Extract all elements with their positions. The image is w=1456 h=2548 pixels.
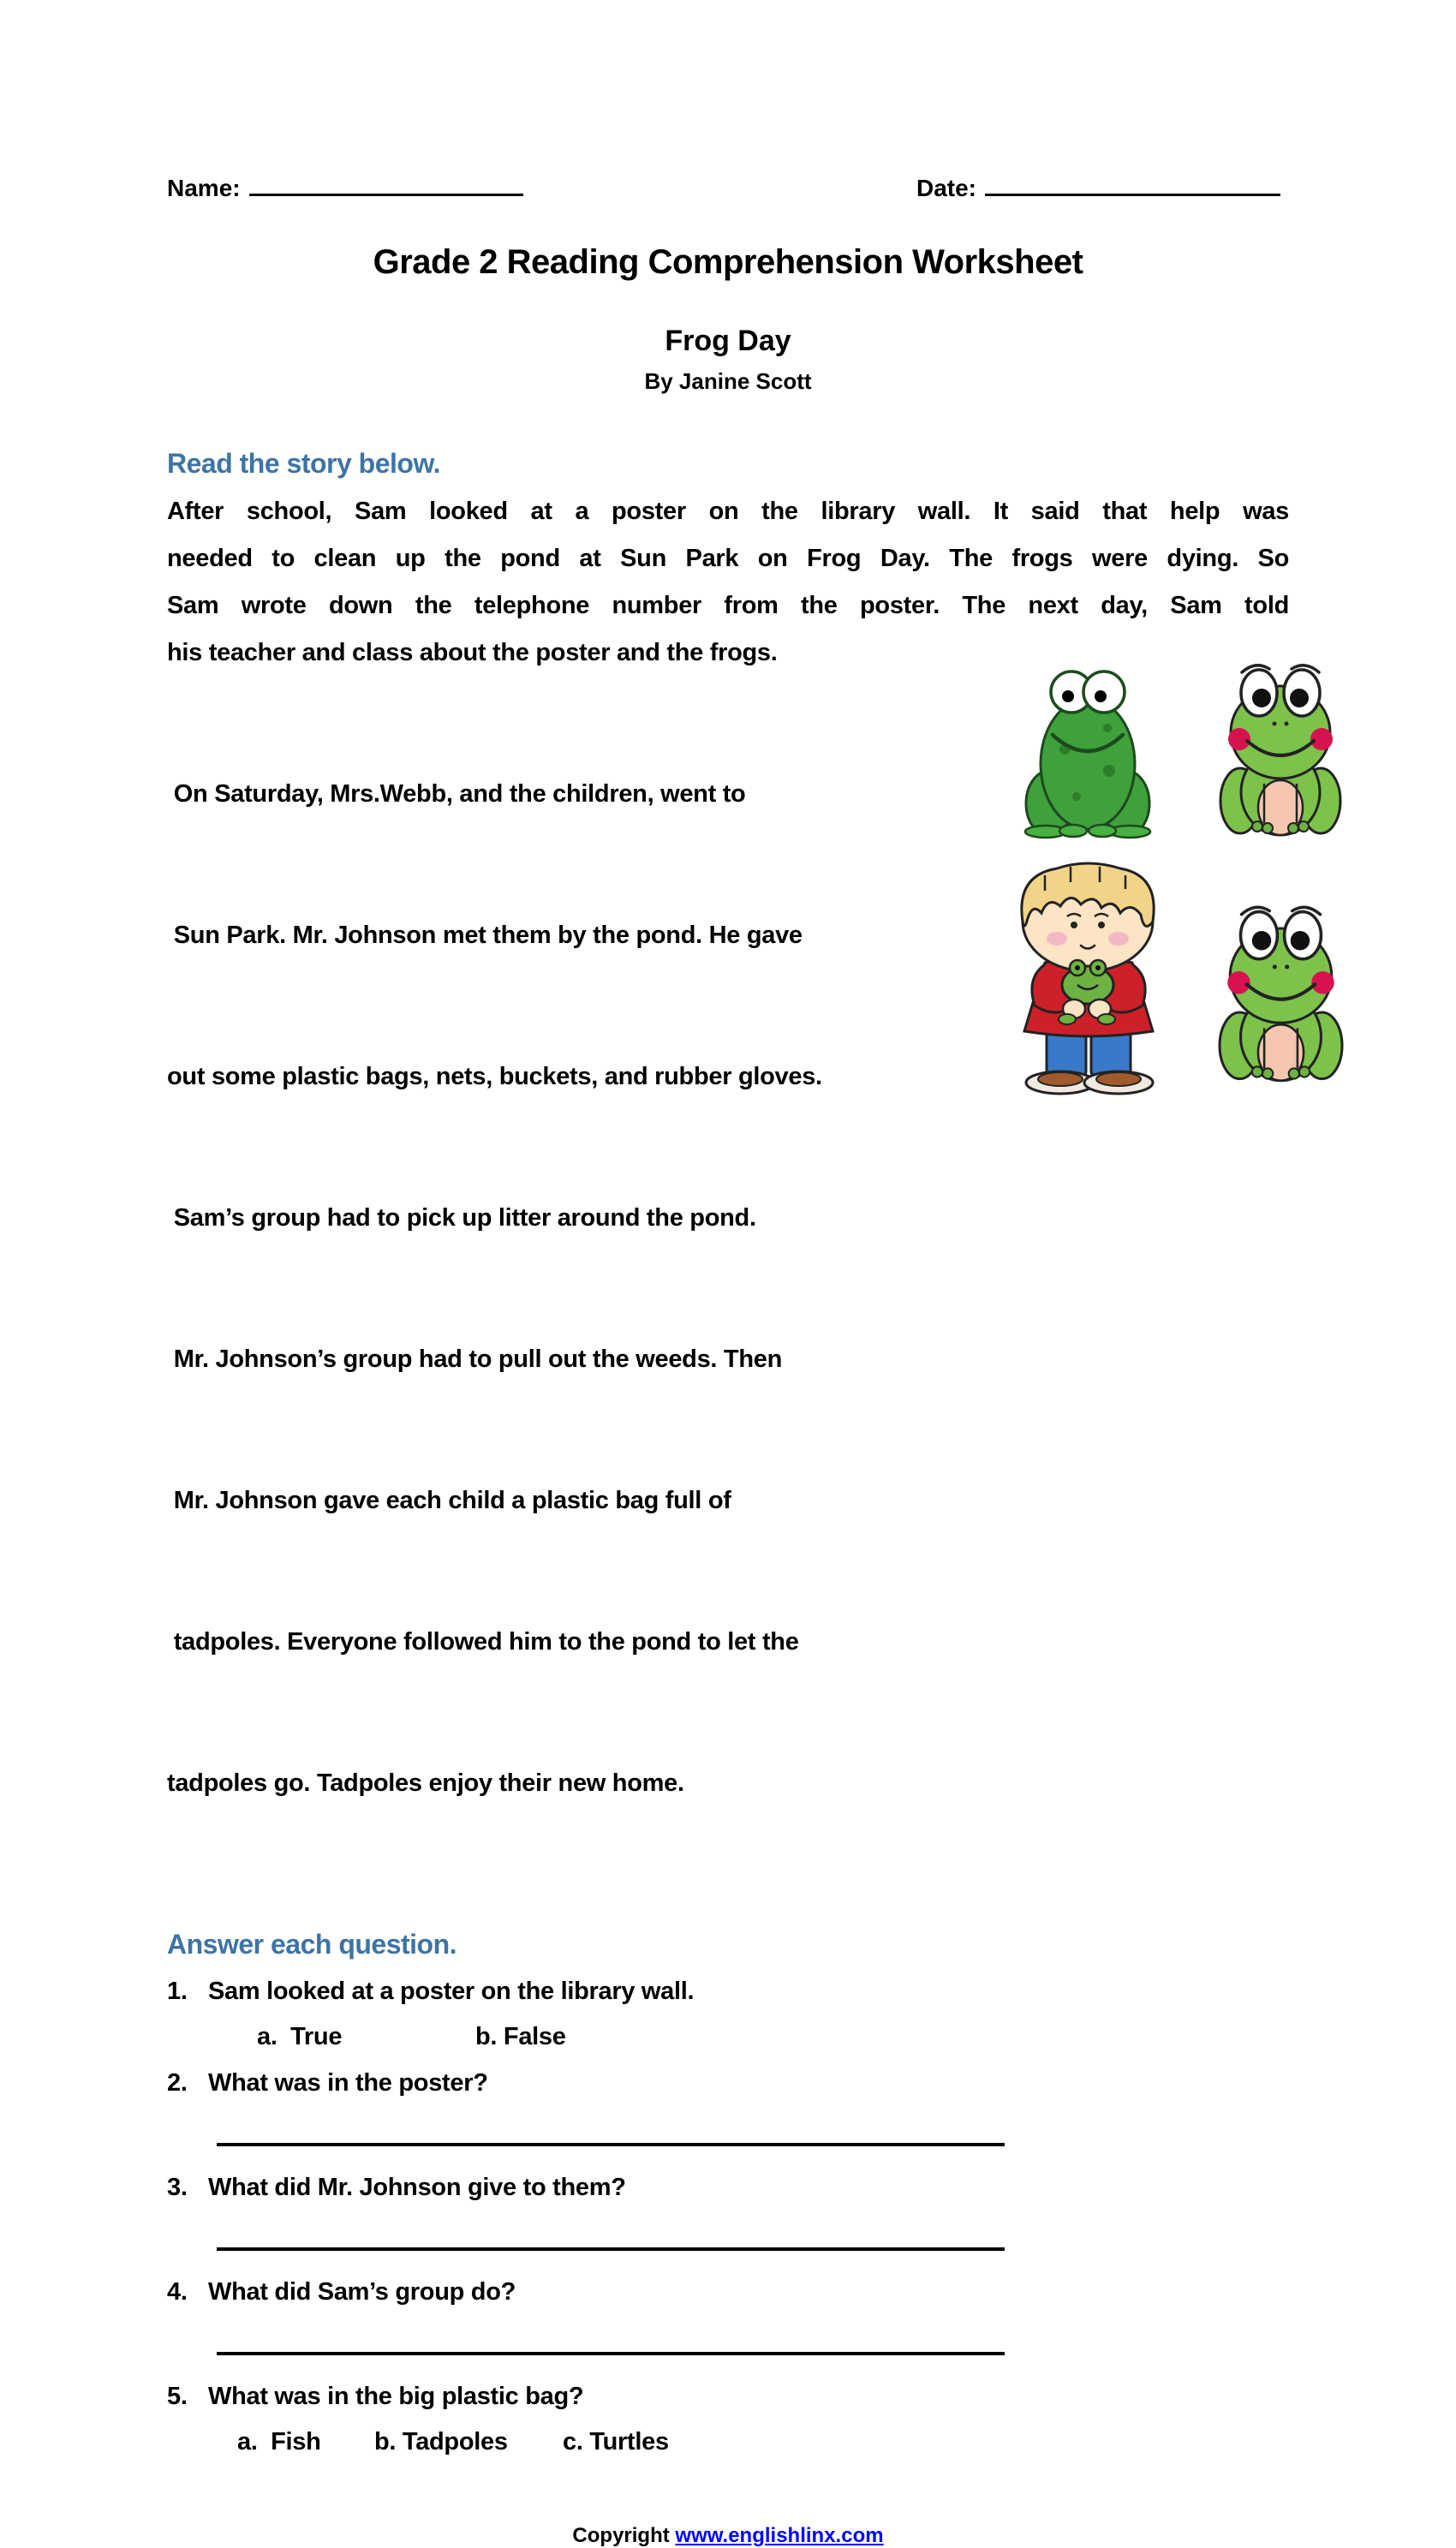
story-paragraph-full [167, 488, 1289, 677]
boy-holding-frog-clipart [985, 850, 1190, 1098]
question-1 [167, 1976, 1349, 2007]
question-1-options [257, 2021, 1349, 2052]
name-label: Name: [167, 175, 241, 201]
story-line: tadpoles go. Tadpoles enjoy their new home. [167, 1769, 684, 1797]
option-a-true[interactable]: a. True [257, 2023, 343, 2050]
green-frog-clipart [985, 655, 1190, 839]
story-line: needed to clean up the pond at Sun Park on Frog Day. The frogs were dying. So [167, 545, 1289, 572]
question-number: 4. [167, 2278, 188, 2306]
story-line: Sam’s group had to pick up litter around the pond. [167, 1204, 756, 1232]
answer-blank-line[interactable] [217, 2247, 1005, 2251]
question-text: What did Sam’s group do? [208, 2278, 516, 2306]
clipart-group [985, 655, 1345, 1098]
question-4 [167, 2276, 1349, 2307]
answer-blank-line[interactable] [217, 2143, 1005, 2146]
story-line: out some plastic bags, nets, buckets, and rubber gloves. [167, 1063, 822, 1090]
story-line: After school, Sam looked at a poster on the library wall. It said that help was [167, 498, 1289, 525]
question-5-options [237, 2426, 1349, 2457]
date-field-group [916, 171, 1280, 202]
question-number: 5. [167, 2383, 188, 2410]
name-field-group [167, 171, 523, 202]
footer [167, 2524, 1289, 2548]
story-title: Frog Day [665, 325, 791, 357]
story-line: Sam wrote down the telephone number from the poster. The next day, Sam told [167, 592, 1289, 619]
option-a-fish[interactable]: a. Fish [237, 2428, 321, 2456]
story-line: Sun Park. Mr. Johnson met them by the pond. He gave [167, 922, 803, 949]
story-paragraph-narrow [167, 677, 959, 1901]
date-label: Date: [916, 175, 976, 201]
smiling-frog-clipart [1216, 655, 1345, 839]
story-line: On Saturday, Mrs.Webb, and the children, went to [167, 780, 746, 808]
story-line: Mr. Johnson gave each child a plastic bag full of [167, 1487, 731, 1514]
question-text: What did Mr. Johnson give to them? [208, 2174, 626, 2201]
answer-questions-heading: Answer each question. [167, 1929, 457, 1960]
question-number: 1. [167, 1978, 188, 2005]
story-author: By Janine Scott [644, 368, 812, 394]
name-blank-line[interactable] [249, 171, 523, 196]
question-number: 3. [167, 2174, 188, 2201]
question-text: What was in the poster? [208, 2069, 488, 2097]
page-title: Grade 2 Reading Comprehension Worksheet [373, 243, 1083, 281]
read-story-heading: Read the story below. [167, 448, 441, 479]
date-blank-line[interactable] [985, 171, 1280, 196]
question-2 [167, 2068, 1349, 2098]
header-row [167, 171, 1280, 202]
smiling-frog-clipart [1216, 850, 1345, 1098]
question-3 [167, 2172, 1349, 2203]
smiling-frog-icon [1220, 655, 1341, 839]
option-b-tadpoles[interactable]: b. Tadpoles [374, 2428, 508, 2456]
green-frog-icon [1023, 668, 1152, 839]
question-text: Sam looked at a poster on the library wall. [208, 1978, 695, 2005]
boy-holding-frog-icon [985, 850, 1190, 1098]
question-text: What was in the big plastic bag? [208, 2383, 584, 2410]
story-line: Mr. Johnson’s group had to pull out the weeds. Then [167, 1346, 783, 1373]
worksheet-content [167, 171, 1349, 2548]
story-wrap-row [167, 677, 1349, 1901]
question-number: 2. [167, 2069, 188, 2097]
option-b-false[interactable]: b. False [475, 2023, 566, 2050]
answer-blank-line[interactable] [217, 2352, 1005, 2355]
copyright-label: Copyright [572, 2524, 676, 2547]
story-line: tadpoles. Everyone followed him to the pond to let the [167, 1628, 799, 1656]
option-c-turtles[interactable]: c. Turtles [563, 2428, 669, 2456]
englishlinx-link[interactable]: www.englishlinx.com [675, 2524, 884, 2547]
question-5 [167, 2381, 1349, 2412]
smiling-frog-icon [1219, 884, 1343, 1098]
story-line: his teacher and class about the poster and the frogs. [167, 639, 778, 666]
